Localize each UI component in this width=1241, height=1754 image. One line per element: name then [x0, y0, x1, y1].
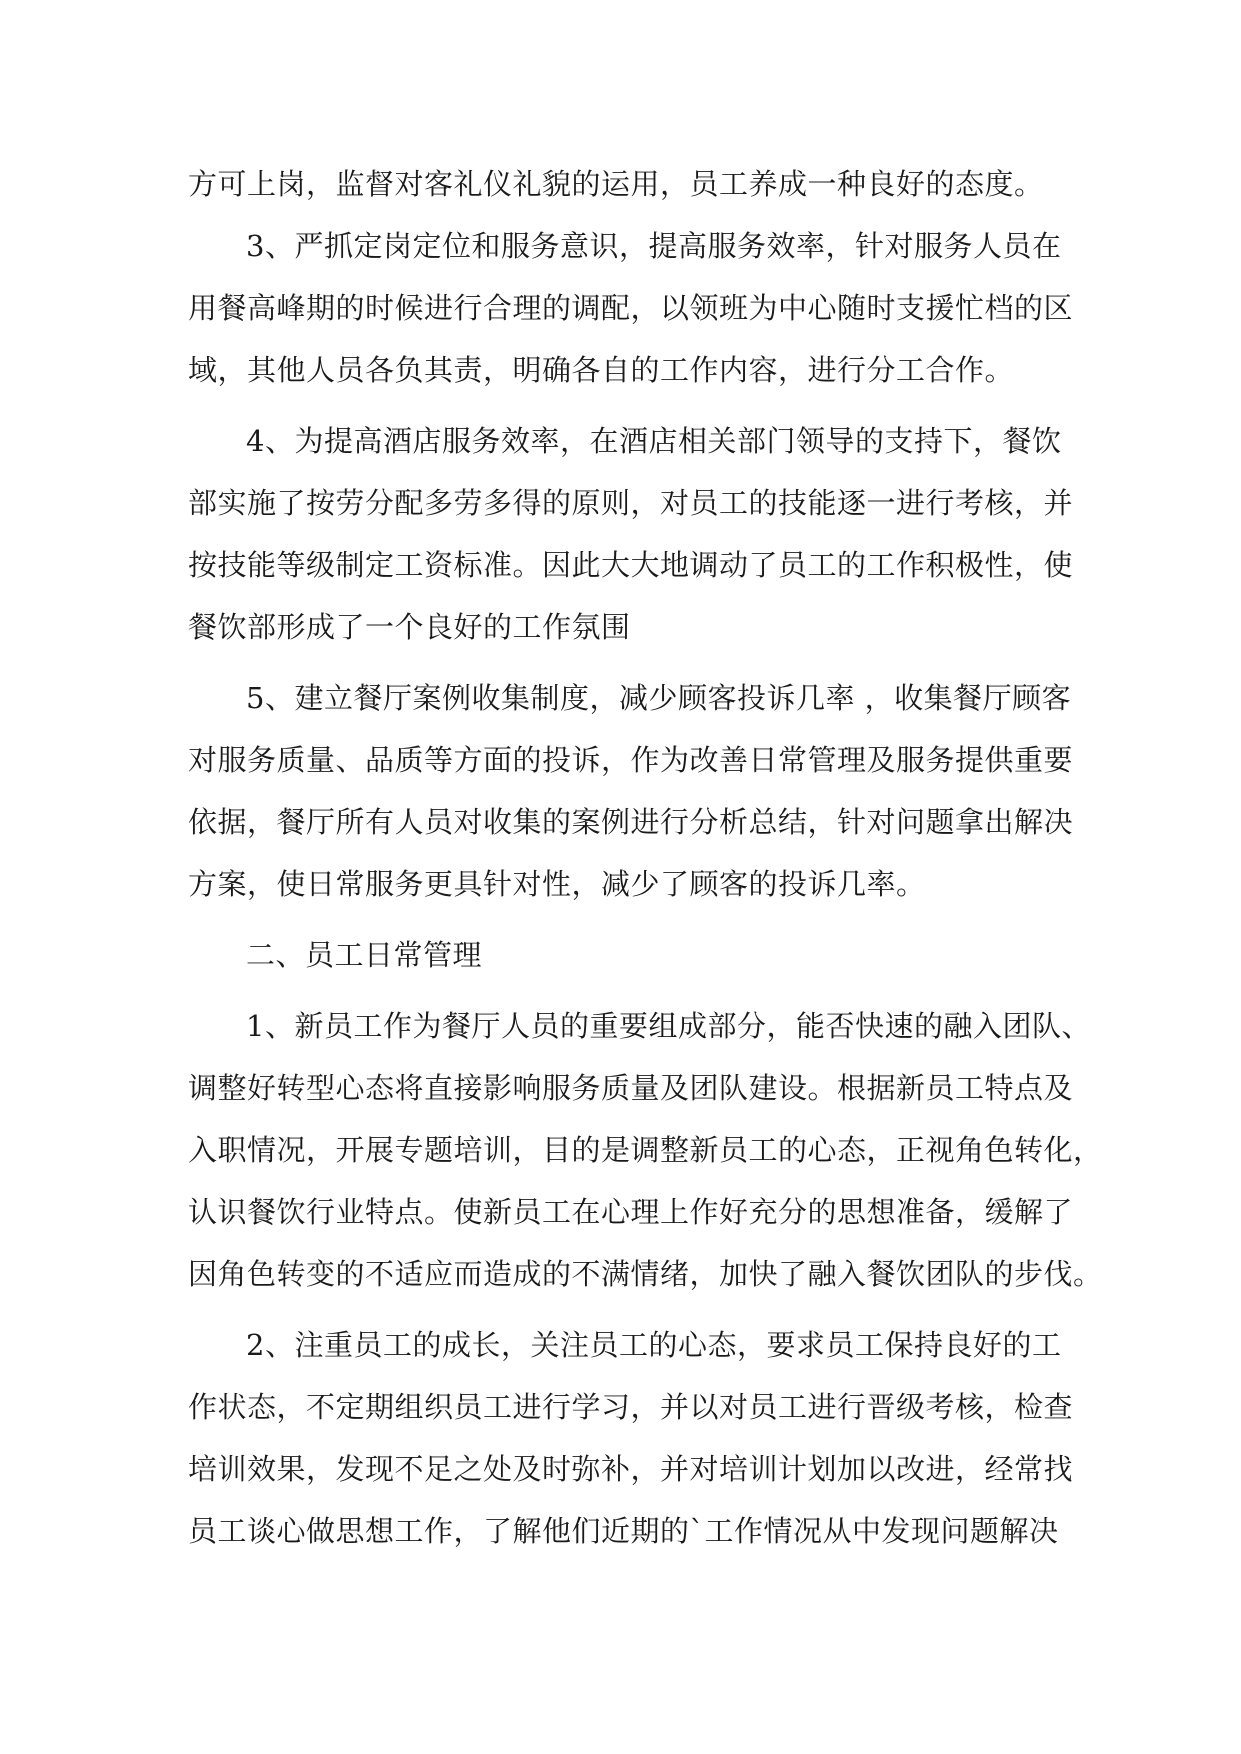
text-line: 1、新员工作为餐厅人员的重要组成部分，能否快速的融入团队、	[246, 1009, 1091, 1043]
text-line: 员工谈心做思想工作，了解他们近期的`工作情况从中发现问题解决	[188, 1514, 1059, 1548]
text-line: 方可上岗，监督对客礼仪礼貌的运用，员工养成一种良好的态度。	[188, 167, 1044, 201]
text-line: 2、注重员工的成长，关注员工的心态，要求员工保持良好的工	[246, 1328, 1062, 1362]
text-line: 认识餐饮行业特点。使新员工在心理上作好充分的思想准备，缓解了	[188, 1195, 1074, 1229]
text-line: 用餐高峰期的时候进行合理的调配，以领班为中心随时支援忙档的区	[188, 291, 1074, 325]
text-line: 对服务质量、品质等方面的投诉，作为改善日常管理及服务提供重要	[188, 743, 1074, 777]
text-line: 部实施了按劳分配多劳多得的原则，对员工的技能逐一进行考核，并	[188, 486, 1074, 520]
text-line: 按技能等级制定工资标准。因此大大地调动了员工的工作积极性，使	[188, 548, 1074, 582]
text-line: 培训效果，发现不足之处及时弥补，并对培训计划加以改进，经常找	[188, 1452, 1074, 1486]
text-line: 因角色转变的不适应而造成的不满情绪，加快了融入餐饮团队的步伐。	[188, 1257, 1103, 1291]
section-heading: 二、员工日常管理	[246, 938, 483, 972]
text-line: 3、严抓定岗定位和服务意识，提高服务效率，针对服务人员在	[246, 229, 1062, 263]
text-line: 入职情况，开展专题培训，目的是调整新员工的心态，正视角色转化，	[188, 1133, 1103, 1167]
text-line: 依据，餐厅所有人员对收集的案例进行分析总结，针对问题拿出解决	[188, 805, 1074, 839]
text-line: 作状态，不定期组织员工进行学习，并以对员工进行晋级考核，检查	[188, 1390, 1074, 1424]
text-line: 域，其他人员各负其责，明确各自的工作内容，进行分工合作。	[188, 353, 1015, 387]
text-line: 4、为提高酒店服务效率，在酒店相关部门领导的支持下，餐饮	[246, 424, 1062, 458]
text-line: 餐饮部形成了一个良好的工作氛围	[188, 610, 631, 644]
text-line: 方案，使日常服务更具针对性，减少了顾客的投诉几率。	[188, 867, 926, 901]
text-line: 调整好转型心态将直接影响服务质量及团队建设。根据新员工特点及	[188, 1071, 1074, 1105]
text-line: 5、建立餐厅案例收集制度，减少顾客投诉几率 ，收集餐厅顾客	[246, 681, 1072, 715]
